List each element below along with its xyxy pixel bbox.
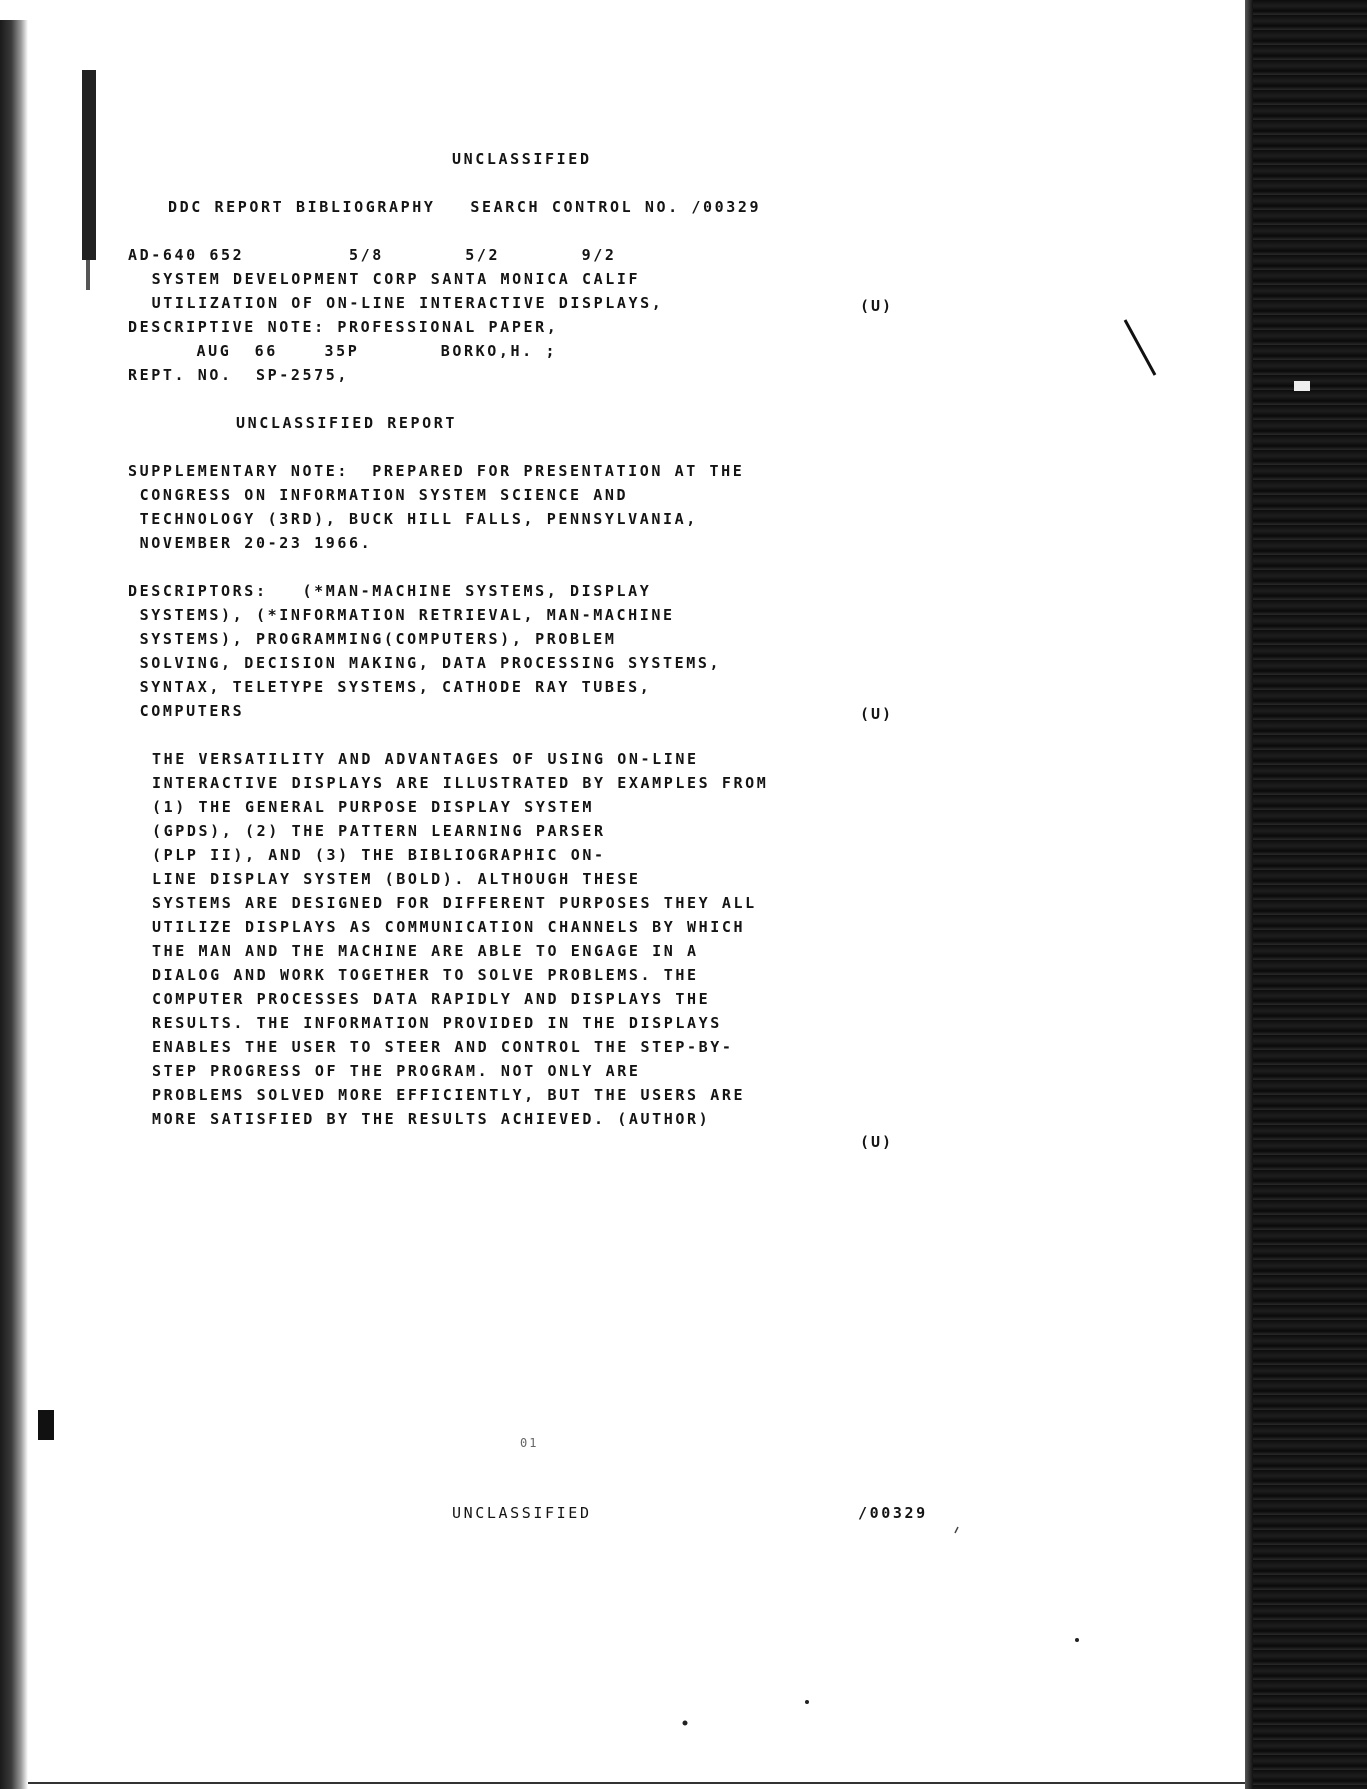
title-classification-marker: (U) — [860, 297, 894, 315]
abstract-line: INTERACTIVE DISPLAYS ARE ILLUSTRATED BY EXAMPLES FROM — [152, 774, 769, 792]
scan-right-edge-shadow — [1245, 0, 1253, 1789]
header-title-line: DDC REPORT BIBLIOGRAPHY SEARCH CONTROL NO. /00329 — [168, 198, 762, 216]
footer-classification: UNCLASSIFIED — [452, 1504, 592, 1522]
descriptors-classification-marker: (U) — [860, 705, 894, 723]
abstract-line: LINE DISPLAY SYSTEM (BOLD). ALTHOUGH THESE — [152, 870, 641, 888]
supplementary-note-line: TECHNOLOGY (3RD), BUCK HILL FALLS, PENNSYLVANIA, — [128, 510, 698, 528]
citation-descriptive-note: DESCRIPTIVE NOTE: PROFESSIONAL PAPER, — [128, 318, 559, 336]
scan-bottom-edge — [28, 1782, 1245, 1784]
citation-accession-line: AD-640 652 5/8 5/2 9/2 — [128, 246, 617, 264]
header-classification: UNCLASSIFIED — [452, 150, 592, 168]
abstract-line: (PLP II), AND (3) THE BIBLIOGRAPHIC ON- — [152, 846, 606, 864]
abstract-line: PROBLEMS SOLVED MORE EFFICIENTLY, BUT THE USERS ARE — [152, 1086, 746, 1104]
abstract-line: (1) THE GENERAL PURPOSE DISPLAY SYSTEM — [152, 798, 594, 816]
footer-control-number: /00329 — [858, 1504, 928, 1522]
scan-right-edge — [1245, 0, 1367, 1789]
citation-date-pages-author: AUG 66 35P BORKO,H. ; — [150, 342, 558, 360]
scan-left-edge — [0, 20, 28, 1789]
supplementary-note-line: NOVEMBER 20-23 1966. — [128, 534, 373, 552]
abstract-line: (GPDS), (2) THE PATTERN LEARNING PARSER — [152, 822, 606, 840]
report-classification: UNCLASSIFIED REPORT — [236, 414, 457, 432]
descriptors-line: DESCRIPTORS: (*MAN-MACHINE SYSTEMS, DISPLAY — [128, 582, 652, 600]
supplementary-note-line: CONGRESS ON INFORMATION SYSTEM SCIENCE AND — [128, 486, 629, 504]
abstract-classification-marker: (U) — [860, 1133, 894, 1151]
descriptors-line: SYSTEMS), (*INFORMATION RETRIEVAL, MAN-MACHINE — [128, 606, 675, 624]
descriptors-line: COMPUTERS — [128, 702, 245, 720]
abstract-line: MORE SATISFIED BY THE RESULTS ACHIEVED. (AUTHOR) — [152, 1110, 711, 1128]
page-number: 01 — [520, 1436, 539, 1450]
abstract-line: THE MAN AND THE MACHINE ARE ABLE TO ENGAGE IN A — [152, 942, 699, 960]
citation-title: UTILIZATION OF ON-LINE INTERACTIVE DISPLAYS, — [140, 294, 664, 312]
abstract-line: THE VERSATILITY AND ADVANTAGES OF USING ON-LINE — [152, 750, 699, 768]
citation-report-number: REPT. NO. SP-2575, — [128, 366, 349, 384]
supplementary-note-line: SUPPLEMENTARY NOTE: PREPARED FOR PRESENTATION AT THE — [128, 462, 745, 480]
citation-source: SYSTEM DEVELOPMENT CORP SANTA MONICA CALIF — [140, 270, 641, 288]
descriptors-line: SOLVING, DECISION MAKING, DATA PROCESSING SYSTEMS, — [128, 654, 722, 672]
abstract-line: UTILIZE DISPLAYS AS COMMUNICATION CHANNELS BY WHICH — [152, 918, 746, 936]
descriptors-line: SYNTAX, TELETYPE SYSTEMS, CATHODE RAY TUBES, — [128, 678, 652, 696]
abstract-line: DIALOG AND WORK TOGETHER TO SOLVE PROBLEMS. THE — [152, 966, 699, 984]
abstract-line: COMPUTER PROCESSES DATA RAPIDLY AND DISPLAYS THE — [152, 990, 711, 1008]
abstract-line: RESULTS. THE INFORMATION PROVIDED IN THE DISPLAYS — [152, 1014, 722, 1032]
abstract-line: SYSTEMS ARE DESIGNED FOR DIFFERENT PURPOSES THEY ALL — [152, 894, 757, 912]
abstract-line: ENABLES THE USER TO STEER AND CONTROL THE STEP-BY- — [152, 1038, 734, 1056]
abstract-line: STEP PROGRESS OF THE PROGRAM. NOT ONLY ARE — [152, 1062, 641, 1080]
descriptors-line: SYSTEMS), PROGRAMMING(COMPUTERS), PROBLEM — [128, 630, 617, 648]
